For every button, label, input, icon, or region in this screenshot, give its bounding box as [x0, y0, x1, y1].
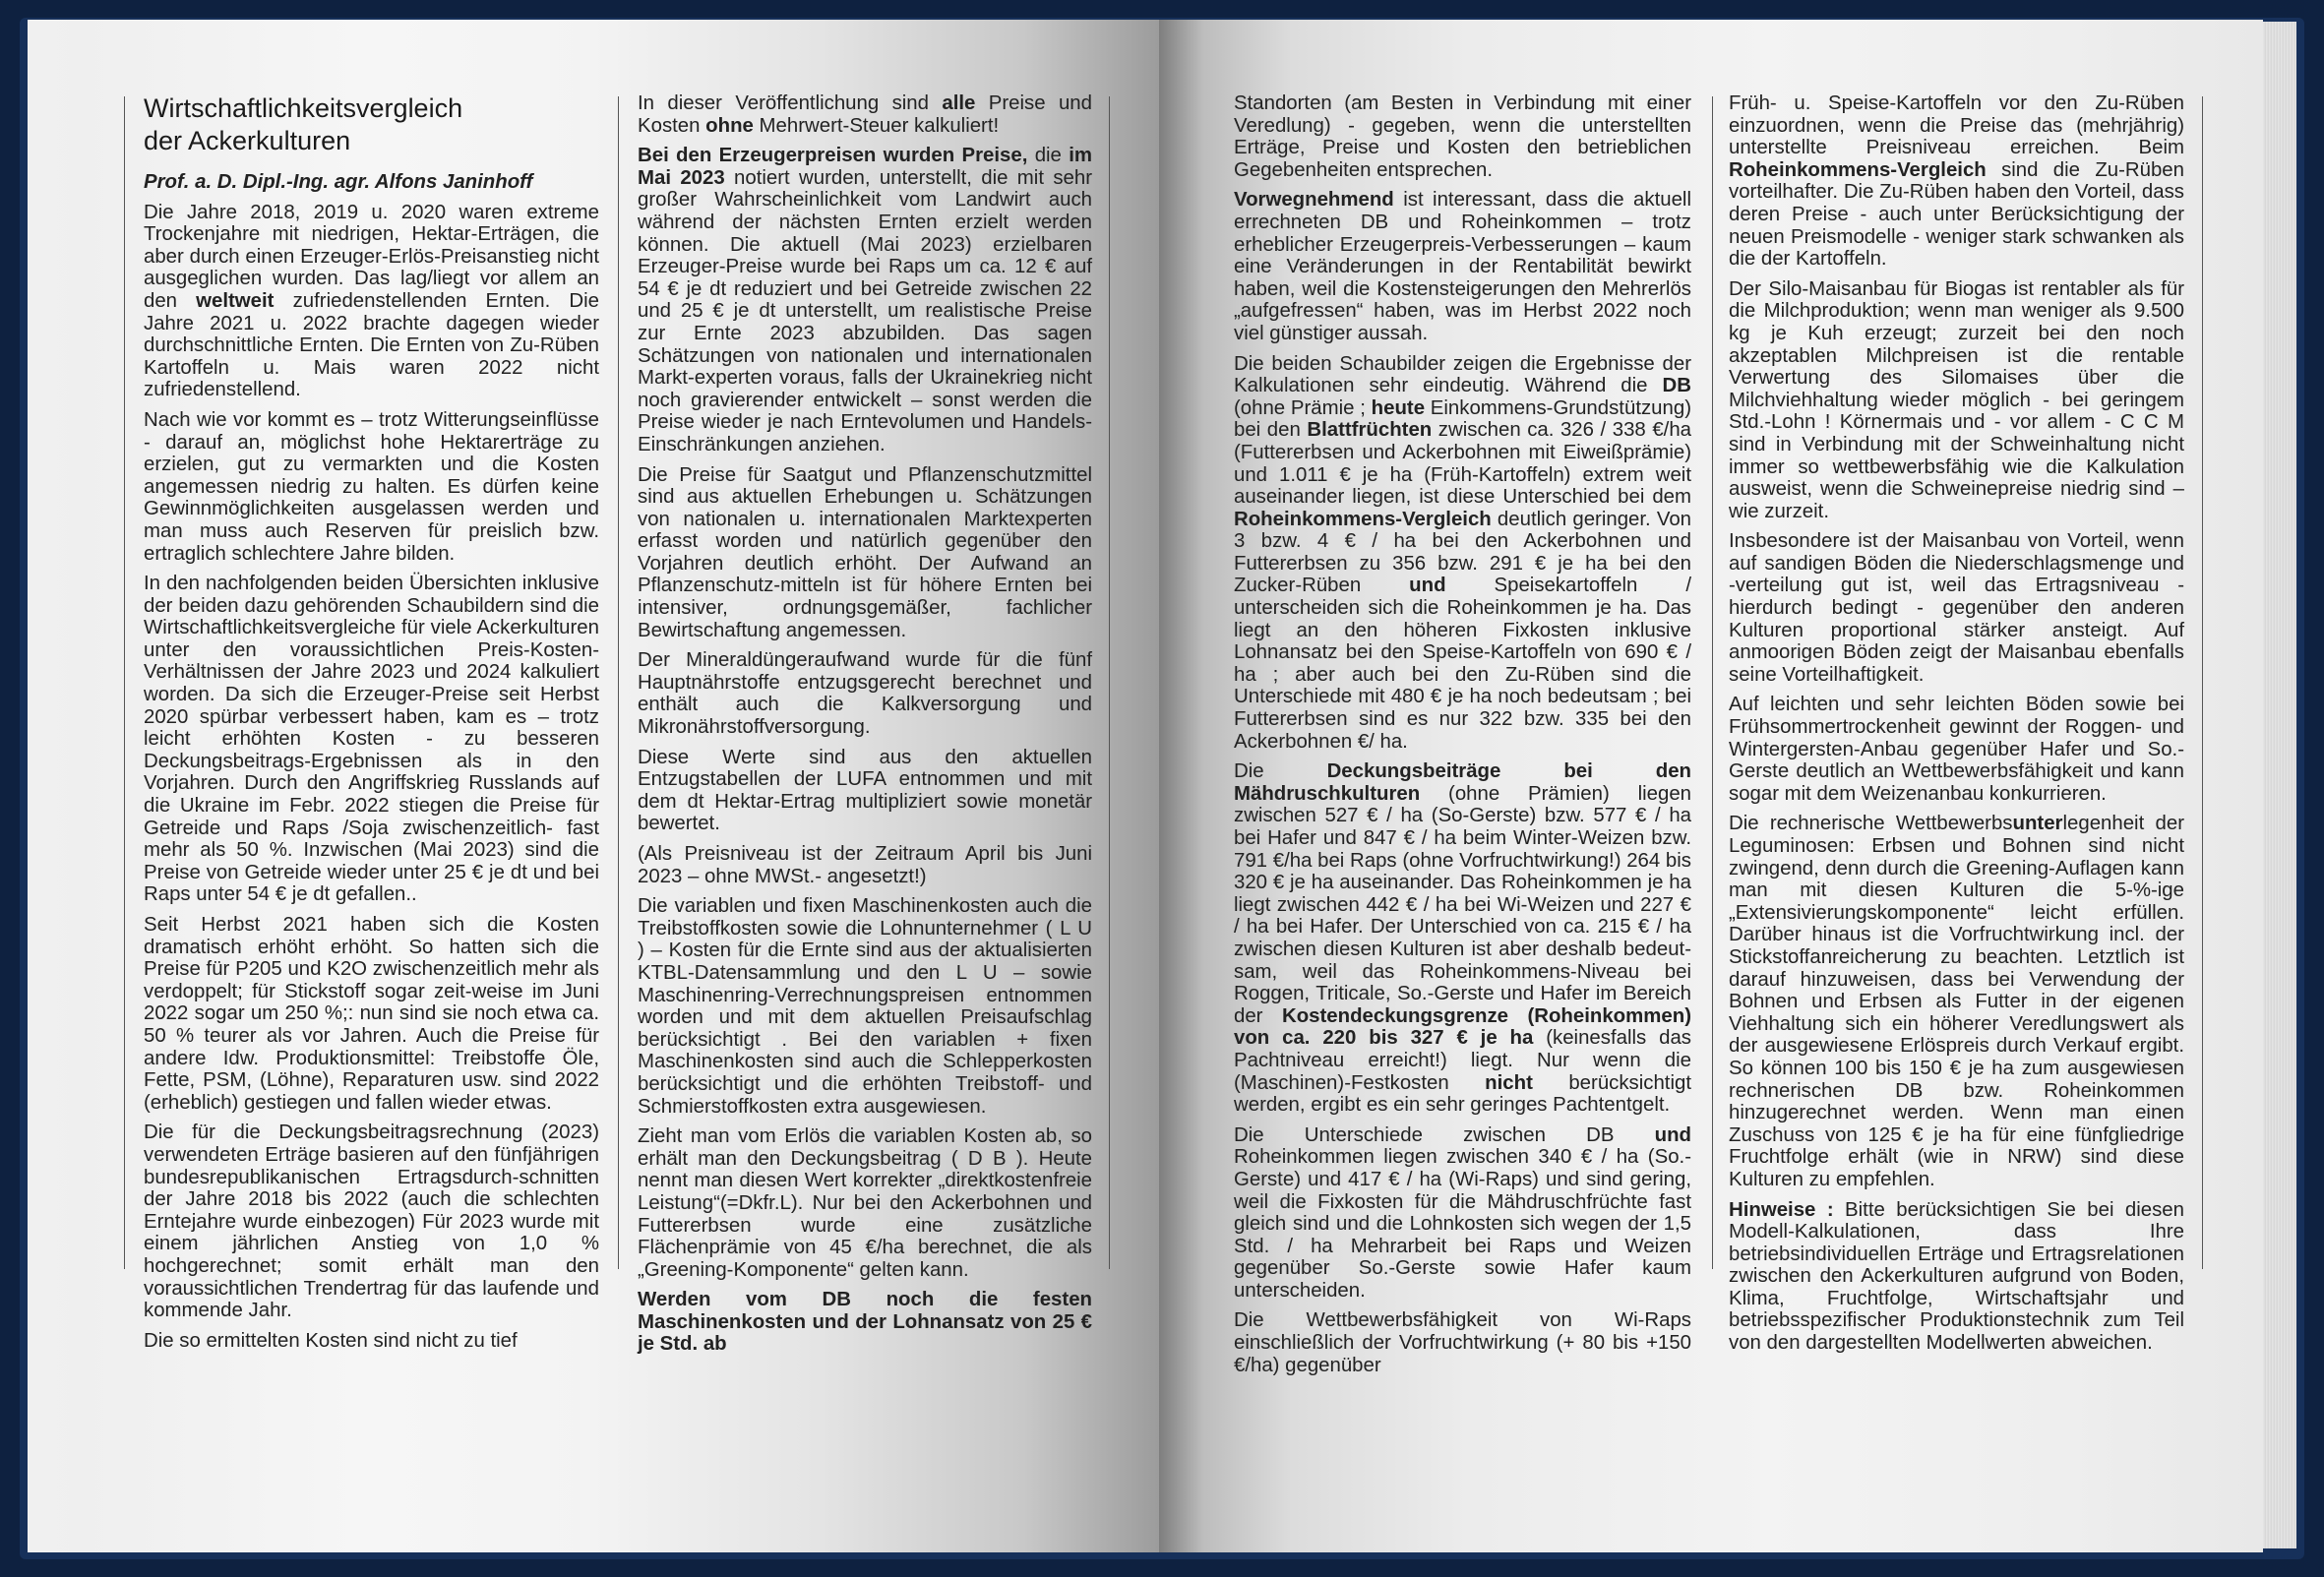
column-rule: [618, 96, 619, 1269]
column-rule: [124, 96, 125, 1269]
paragraph: Die Unterschiede zwischen DB und Roheinkommen liegen zwischen 340 € / ha (So.-Gerste) und 417 € / ha (Wi-Raps) und sind gering, weil die Fixkosten für die Mähdruschfrüchte fast gleich sind und die Lohnkosten sich wegen der 1,5 Std. / ha Mehrarbeit bei Raps und Weizen gegenüber So.-Gerste sowie Hafer kaum unterscheiden.: [1234, 1123, 1691, 1302]
paragraph: Früh- u. Speise-Kartoffeln vor den Zu-Rüben einzuordnen, wenn die Preise das (mehrjährig) unterstellte Preisniveau erreichen. Beim Roheinkommens-Vergleich sind die Zu-Rüben vorteilhafter. Die Zu-Rüben haben den Vorteil, dass deren Preise - auch unter Berücksichtigung der neuen Preismodelle - weniger stark schwanken als die der Kartoffeln.: [1729, 92, 2184, 271]
paragraph: Die rechnerische Wettbewerbsunterlegenheit der Leguminosen: Erbsen und Bohnen sind nicht zwingend, denn durch die Greening-Auflagen kann man mit diesen Kulturen die 5-%-ige „Extensivierungskomponente“ leicht erfüllen. Darüber hinaus ist die Vorfruchtwirkung incl. der Stickstoffanreicherung zu beachten. Letztlich ist darauf hinzuweisen, dass bei Verwendung der Bohnen und Erbsen als Futter in der eigenen Viehhaltung sich ein höherer Veredlungswert als der ausgewiesene Erlöspreis durch Verkauf ergibt. So können 100 bis 150 € je ha zum ausgewiesen rechnerischen DB bzw. Roheinkommen hinzugerechnet werden. Wenn man einen Zuschuss von 125 € je ha für eine fünfgliedrige Fruchtfolge erhält (wie in NRW) sind diese Kulturen zu empfehlen.: [1729, 813, 2184, 1190]
paragraph: Insbesondere ist der Maisanbau von Vorteil, wenn auf sandigen Böden die Niederschlagsmenge und -verteilung gut ist, weil das Ertragsniveau - hierdurch bedingt - gegenüber den anderen Kulturen proportional stärker ansteigt. Auf anmoorigen Böden zeigt der Maisanbau ebenfalls seine Vorteilhaftigkeit.: [1729, 530, 2184, 686]
paragraph: Nach wie vor kommt es – trotz Witterungseinflüsse - darauf an, möglichst hohe Hektarerträge zu erzielen, gut zu vermarkten und die Kosten angemessen niedrig zu halten. Es dürfen keine Gewinnmöglichkeiten ausgelassen werden und man muss auch Reserven für preislich bzw. ertraglich schlechtere Jahre bilden.: [144, 408, 599, 565]
column-rule: [1109, 96, 1110, 1269]
paragraph: Hinweise : Bitte berücksichtigen Sie bei diesen Modell-Kalkulationen, dass Ihre betriebsindividuellen Erträge und Ertragsrelationen zwischen den Ackerkulturen aufgrund von Boden, Klima, Fruchtfolge, Wirtschaftsjahr und betriebsspezifischer Produktionstechnik zum Teil von den dargestellten Modellwerten abweichen.: [1729, 1198, 2184, 1355]
paragraph: Der Mineraldüngeraufwand wurde für die fünf Hauptnährstoffe entzugsgerecht berechnet und enthält auch die Kalkversorgung und Mikronährstoffversorgung.: [638, 649, 1092, 739]
title-line-2: der Ackerkulturen: [144, 126, 351, 155]
paragraph: Werden vom DB noch die festen Maschinenkosten und der Lohnansatz von 25 € je Std. ab: [638, 1289, 1092, 1356]
paragraph: Die beiden Schaubilder zeigen die Ergebnisse der Kalkulationen sehr eindeutig. Während die DB (ohne Prämie ; heute Einkommens-Grundstützung) bei den Blattfrüchten zwischen ca. 326 / 338 €/ha (Futtererbsen und Ackerbohnen mit Eiweißprämie) und 1.011 € je ha (Früh-Kartoffeln) extrem weit auseinander liegen, ist diese Unterschied bei dem Roheinkommens-Vergleich deutlich geringer. Von 3 bzw. 4 € / ha bei den Ackerbohnen und Futtererbsen zu 356 bzw. 291 € je ha bei den Zucker-Rüben und Speisekartoffeln / unterscheiden sich die Roheinkommen je ha. Das liegt an den höheren Fixkosten inklusive Lohnansatz bei den Speise-Kartoffeln von 690 € / ha ; aber auch bei den Zu-Rüben sind die Unterschiede mit 480 € je ha noch bedeutsam ; bei Futtererbsen sind es nur 322 bzw. 335 bei den Ackerbohnen €/ ha.: [1234, 352, 1692, 753]
paragraph: Auf leichten und sehr leichten Böden sowie bei Frühsommertrockenheit gewinnt der Roggen- und Wintergersten-Anbau gegenüber Hafer und So.-Gerste deutlich an Wettbewerbsfähigkeit und kann sogar mit dem Weizenanbau konkurrieren.: [1729, 694, 2184, 805]
article-title: [144, 92, 599, 157]
column-2: [638, 92, 1093, 1356]
paragraph: Die für die Deckungsbeitragsrechnung (2023) verwendeten Erträge basieren auf den fünfjährigen bundesrepublikanischen Ertragsdurch-schnitten der Jahre 2018 bis 2022 (auch die schlechten Erntejahre wurde einbezogen) Für 2023 wurde mit einem jährlichen Anstieg von 1,0 % hochgerechnet; somit erhält man den voraussichtlichen Trendertrag für das laufende und kommende Jahr.: [144, 1122, 599, 1322]
page-edges: [2263, 22, 2296, 1548]
paragraph: (Als Preisniveau ist der Zeitraum April bis Juni 2023 – ohne MWSt.- angesetzt!): [638, 843, 1092, 887]
paragraph: Die Preise für Saatgut und Pflanzenschutzmittel sind aus aktuellen Erhebungen u. Schätzungen von nationalen u. internationalen Marktexperten erfasst worden und natürlich gegenüber den Vorjahren deutlich erhöht. Der Aufwand an Pflanzenschutz-mitteln ist für höhere Ernten bei intensiver, ordnungsgemäßer, fachlicher Bewirtschaftung angemessen.: [638, 463, 1092, 641]
column-rule: [1712, 96, 1713, 1269]
paragraph: Vorwegnehmend ist interessant, dass die aktuell errechneten DB und Roheinkommen – trotz erheblicher Erzeugerpreis-Verbesserungen – kaum eine Veränderungen in der Rentabilität bewirkt haben, weil die Kostensteigerungen den Mehrerlös „aufgefressen“ haben, was im Herbst 2022 noch viel günstiger aussah.: [1234, 189, 1691, 344]
paragraph: Die variablen und fixen Maschinenkosten auch die Treibstoffkosten sowie die Lohnunternehmer ( L U ) – Kosten für die Ernte sind aus der aktualisierten KTBL-Datensammlung und den L U – sowie Maschinenring-Verrechnungspreisen entnommen worden und mit dem aktuellen Preisaufschlag berücksichtigt . Bei den variablen + fixen Maschinenkosten sind auch die Schlepperkosten berücksichtigt und die erhöhten Treibstoff- und Schmierstoffkosten extra ausgewiesen.: [638, 895, 1092, 1118]
paragraph: In den nachfolgenden beiden Übersichten inklusive der beiden dazu gehörenden Schaubildern sind die Wirtschaftlichkeitsvergleiche für viele Ackerkulturen unter den voraussichtlichen Preis-Kosten-Verhältnissen der Jahre 2023 und 2024 kalkuliert worden. Da sich die Erzeuger-Preise seit Herbst 2020 spürbar verbessert haben, kam es – trotz leicht erhöhten Kosten - zu besseren Deckungsbeitrags-Ergebnissen als in den Vorjahren. Durch den Angriffskrieg Russlands auf die Ukraine im Febr. 2022 stiegen die Preise für Getreide und Raps /Soja zwischenzeitlich- fast mehr als 50 %. Inzwischen (Mai 2023) sind die Preise von Getreide wieder unter 25 € je dt und bei Raps unter 54 € je dt gefallen..: [144, 573, 599, 906]
paragraph: Seit Herbst 2021 haben sich die Kosten dramatisch erhöht erhöht. So hatten sich die Preise für P205 und K2O zwischenzeitlich mehr als verdoppelt; für Stickstoff sogar zeit-weise im Juni 2022 sogar um 250 %;: nun sind sie noch etwa ca. 50 % teurer als vor Jahren. Auch die Preise für andere Idw. Produktionsmittel: Treibstoffe Öle, Fette, PSM, (Löhne), Reparaturen usw. sind 2022 (erheblich) gestiegen und fallen wieder etwas.: [144, 914, 599, 1114]
column-4: [1729, 92, 2184, 1355]
title-line-1: Wirtschaftlichkeitsvergleich: [144, 93, 463, 123]
paragraph: Standorten (am Besten in Verbindung mit einer Veredlung) - gegeben, wenn die unterstellten Erträge, Preise und Kosten den betrieblichen Gegebenheiten entsprechen.: [1234, 92, 1691, 181]
column-1: [144, 79, 600, 1352]
column-3: [1234, 92, 1692, 1376]
paragraph: Die so ermittelten Kosten sind nicht zu tief: [144, 1329, 518, 1352]
paragraph: Die Jahre 2018, 2019 u. 2020 waren extreme Trockenjahre mit niedrigen, Hektar-Erträgen, die aber durch einen Erzeuger-Erlös-Preisanstieg nicht ausgeglichen wurden. Das lag/liegt vor allem an den weltweit zufriedenstellenden Ernten. Die Jahre 2021 u. 2022 brachte dagegen wieder durchschnittliche Ernten. Die Ernten von Zu-Rüben Kartoffeln u. Mais waren 2022 nicht zufriedenstellend.: [144, 201, 600, 401]
paragraph: Die Deckungsbeiträge bei den Mähdruschkulturen (ohne Prämien) liegen zwischen 527 € / ha (So-Gerste) bzw. 577 € / ha bei Hafer und 847 € / ha beim Winter-Weizen bzw. 791 €/ha bei Raps (ohne Vorfruchtwirkung!) 264 bis 320 € je ha auseinander. Das Roheinkommen je ha liegt zwischen 442 € / ha bei Wi-Weizen und 227 € / ha bei Hafer. Der Unterschied von ca. 215 € / ha zwischen diesen Kulturen ist aber deshalb bedeut-sam, weil das Roheinkommens-Niveau bei Roggen, Triticale, So.-Gerste und Hafer im Bereich der Kostendeckungsgrenze (Roheinkommen) von ca. 220 bis 327 € je ha (keinesfalls das Pachtniveau erreicht!) liegt. Nur wenn die (Maschinen)-Festkosten nicht berücksichtigt werden, ergibt es ein sehr geringes Pachtentgelt.: [1234, 760, 1692, 1117]
paragraph: In dieser Veröffentlichung sind alle Preise und Kosten ohne Mehrwert-Steuer kalkuliert!: [638, 92, 1092, 137]
column-rule: [2202, 96, 2203, 1269]
paragraph: Diese Werte sind aus den aktuellen Entzugstabellen der LUFA entnommen und mit dem dt Hektar-Ertrag multipliziert sowie monetär bewertet.: [638, 746, 1092, 835]
paragraph: Der Silo-Maisanbau für Biogas ist rentabler als für die Milchproduktion; wenn man weniger als 9.500 kg je Kuh erzeugt; zurzeit bei den noch akzeptablen Milchpreisen ist die rentable Verwertung des Silomaises über die Milchviehhaltung wieder möglich - bei geringem Std.-Lohn ! Körnermais und - vor allem - C C M sind in Verbindung mit der Schweinhaltung nicht immer so wettbewerbsfähig wie die Kalkulation ausweist, wenn die Schweinepreise niedrig sind – wie zurzeit.: [1729, 277, 2184, 522]
paragraph: Bei den Erzeugerpreisen wurden Preise, die im Mai 2023 notiert wurden, unterstellt, die mit sehr großer Wahrscheinlichkeit vom Landwirt auch während der nächsten Ernten erzielt werden können. Die aktuell (Mai 2023) erzielbaren Erzeuger-Preise wurde bei Raps um ca. 12 € auf 54 € je dt reduziert und bei Getreide zwischen 22 und 25 € je dt unterstellt, um realistische Preise zur Ernte 2023 abzubilden. Das sagen Schätzungen von nationalen und internationalen Markt-experten voraus, falls der Ukrainekrieg nicht noch gravierender entwickelt – sonst werden die Preise wieder je nach Erntevolumen und Handels-Einschränkungen anziehen.: [638, 145, 1093, 455]
paragraph: Die Wettbewerbsfähigkeit von Wi-Raps einschließlich der Vorfruchtwirkung (+ 80 bis +150 €/ha) gegenüber: [1234, 1309, 1691, 1376]
paragraph: Zieht man vom Erlös die variablen Kosten ab, so erhält man den Deckungsbeitrag ( D B ). Heute nennt man diesen Wert korrekter „direktkostenfreie Leistung“(=Dkfr.L). Nur bei den Ackerbohnen und Futtererbsen wurde eine zusätzliche Flächenprämie von 45 €/ha berechnet, die als „Greening-Komponente“ gelten kann.: [638, 1125, 1092, 1281]
author: Prof. a. D. Dipl.-Ing. agr. Alfons Janinhoff: [144, 171, 533, 193]
